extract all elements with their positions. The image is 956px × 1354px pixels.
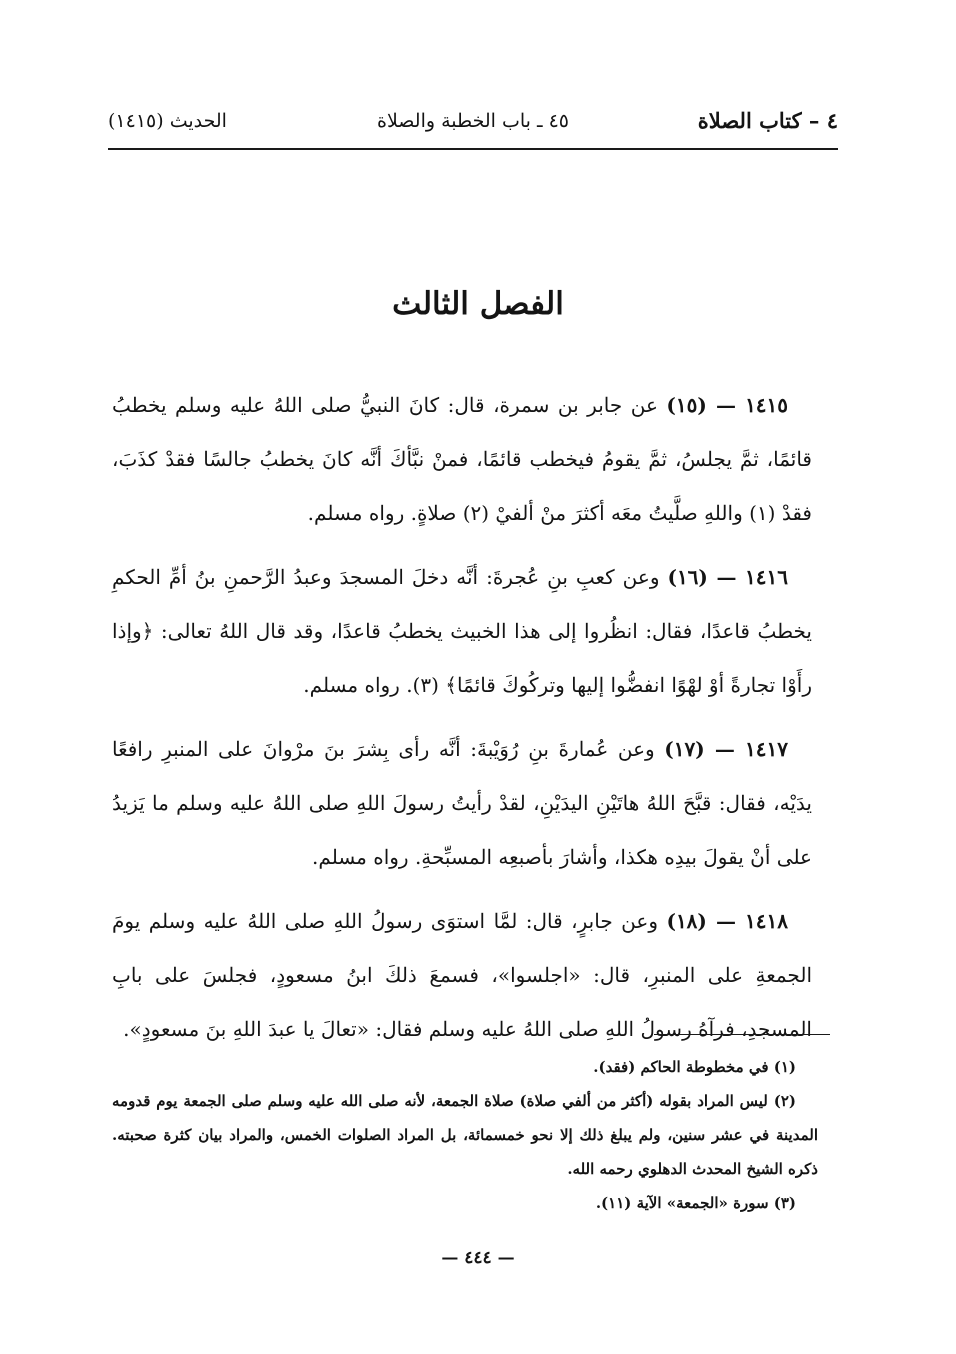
hadith-text: وعن جابرٍ، قال: لمَّا استوَى رسولُ اللهِ صلى اللهُ عليه وسلم يومَ الجمعةِ على المنبرِ، قال: «اجلسوا»، فسمعَ ذلكَ ابنُ مسعودٍ، فجلسَ على بابِ المسجدِ، فرآهُ رسولُ اللهِ صلى اللهُ عليه وسلم فقال: «تعالَ يا عبدَ اللهِ بنَ مسعودٍ».	[112, 909, 812, 1041]
footnote-divider	[654, 1034, 830, 1035]
hadith-paragraph	[112, 722, 812, 884]
hadith-paragraph	[112, 894, 812, 1056]
section-title: الفصل الثالث	[392, 286, 564, 322]
hadith-text: وعن عُمارةَ بنِ رُوَيْبةَ: أنَّه رأى بِشرَ بنَ مرْوانَ على المنبرِ رافعًا يدَيْه، فقال: قبَّحَ اللهُ هاتَيْنِ اليدَيْنِ، لقدْ رأيتُ رسولَ اللهِ صلى اللهُ عليه وسلم ما يَزيدُ على أنْ يقولَ بيدِه هكذا، وأشارَ بأصبعِه المسبِّحةِ. رواه مسلم.	[112, 737, 812, 869]
footnotes	[112, 1050, 818, 1220]
hadith-text: عن جابر بن سمرة، قال: كانَ النبيُّ صلى اللهُ عليه وسلم يخطبُ قائمًا، ثمَّ يجلسُ، ثمَّ يقومُ فيخطب قائمًا، فمنْ نبَّأكَ أنَّه كانَ يخطبُ جالسًا فقدْ كذَبَ، فقدْ (١) واللهِ صلَّيتُ معَه أكثرَ منْ ألفيْ (٢) صلاةٍ. رواه مسلم.	[112, 393, 812, 525]
footnote: (٣) سورة «الجمعة» الآية (١١).	[595, 1194, 796, 1212]
hadith-reference: الحديث (١٤١٥)	[108, 110, 227, 132]
hadith-number: ١٤١٦ — (١٦)	[667, 565, 789, 589]
hadith-text: وعن كعبِ بنِ عُجرةَ: أنَّه دخلَ المسجدَ وعبدُ الرَّحمنِ بنُ أمِّ الحكمِ يخطبُ قاعدًا، فقال: انظُروا إلى هذا الخبيث يخطبُ قاعدًا، وقد قال اللهُ تعالى: ﴿وإذا رأَوْا تجارةً أوْ لهْوًا انفضُّوا إليها وتركُوكَ قائمًا﴾ (٣). رواه مسلم.	[112, 565, 812, 697]
hadith-list	[112, 378, 812, 1066]
hadith-paragraph	[112, 550, 812, 712]
running-header	[108, 108, 838, 150]
hadith-number: ١٤١٨ — (١٨)	[666, 909, 789, 933]
footnote: (٢) ليس المراد بقوله (أكثر من ألفي صلاة) صلاة الجمعة، لأنه صلى الله عليه وسلم صلى الجمعة يوم قدومه المدينة في عشر سنين، ولم يبلغ ذلك إلا نحو خمسمائة، بل المراد الصلوات الخمس، والمراد بيان كثرة صحبته. ذكره الشيخ المحدث الدهلوي رحمه الله.	[112, 1092, 818, 1178]
page-number: — ٤٤٤ —	[441, 1248, 515, 1268]
book-title: ٤ – كتاب الصلاة	[697, 108, 838, 133]
hadith-paragraph	[112, 378, 812, 540]
footnote: (١) في مخطوطة الحاكم (فقد).	[593, 1058, 796, 1076]
hadith-number: ١٤١٥ — (١٥)	[666, 393, 789, 417]
chapter-title: ٤٥ ـ باب الخطبة والصلاة	[377, 110, 569, 132]
hadith-number: ١٤١٧ — (١٧)	[664, 737, 789, 761]
